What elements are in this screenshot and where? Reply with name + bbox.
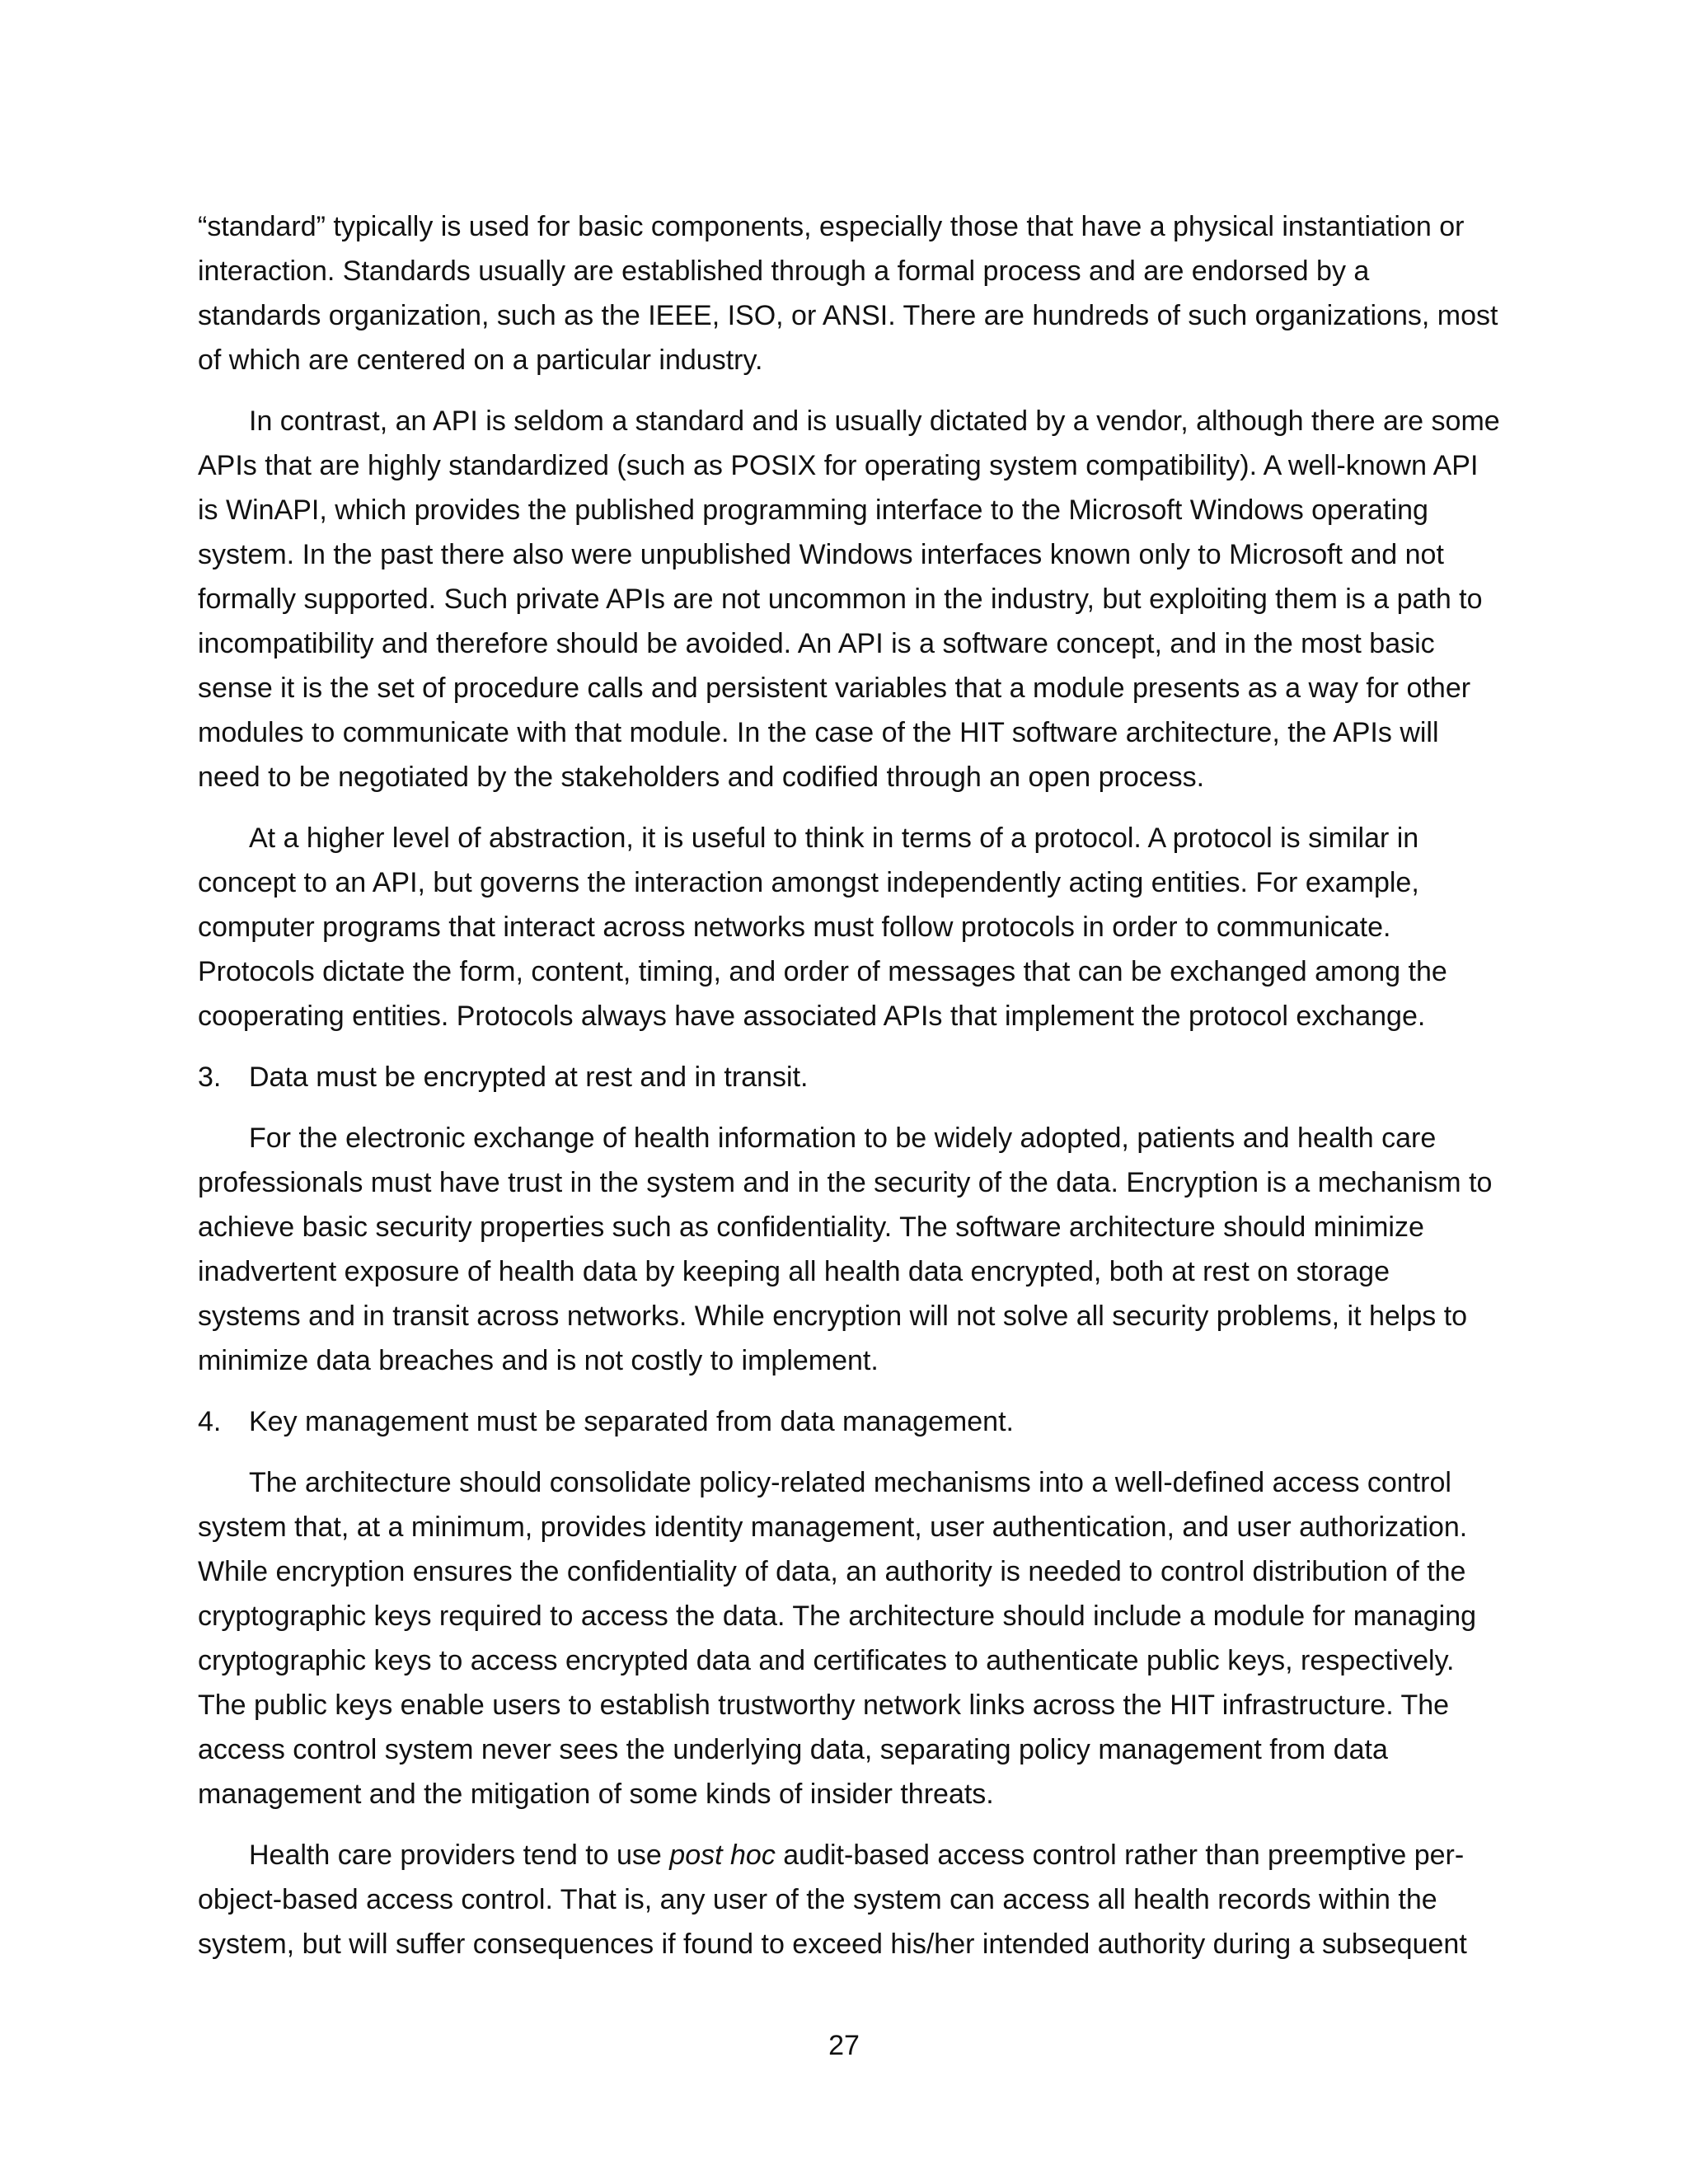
list-number: 4. [198, 1406, 222, 1437]
list-item-3 [198, 1055, 1500, 1099]
list-item-4 [198, 1399, 1500, 1444]
list-item-text: Data must be encrypted at rest and in transit. [249, 1062, 809, 1093]
body-text [198, 204, 1500, 1983]
paragraph-api: In contrast, an API is seldom a standard and is usually dictated by a vendor, although there are some APIs that are highly standardized (such as POSIX for operating system compatibility). A well-known API is WinAPI, which provides the published programming interface to the Microsoft Windows operating system. In the past there also were unpublished Windows interfaces known only to Microsoft and not formally supported. Such private APIs are not uncommon in the industry, but exploiting them is a path to incompatibility and therefore should be avoided. An API is a software concept, and in the most basic sense it is the set of procedure calls and persistent variables that a module presents as a way for other modules to communicate with that module. In the case of the HIT software architecture, the APIs will need to be negotiated by the stakeholders and codified through an open process. [198, 405, 1500, 793]
paragraph-access-control [198, 1833, 1500, 1966]
text-span: Health care providers tend to use [249, 1840, 670, 1871]
italic-text: post hoc [669, 1840, 776, 1871]
paragraph-key-management: The architecture should consolidate policy-related mechanisms into a well-defined access control system that, at a minimum, provides identity management, user authentication, and user authorization. While encryption ensures the confidentiality of data, an authority is needed to control distribution of the cryptographic keys required to access the data. The architecture should include a module for managing cryptographic keys to access encrypted data and certificates to authenticate public keys, respectively. The public keys enable users to establish trustworthy network links across the HIT infrastructure. The access control system never sees the underlying data, separating policy management from data management and the mitigation of some kinds of insider threats. [198, 1467, 1477, 1810]
page-number: 27 [828, 2030, 860, 2061]
list-number: 3. [198, 1062, 222, 1093]
paragraph-encryption: For the electronic exchange of health information to be widely adopted, patients and health care professionals must have trust in the system and in the security of the data. Encryption is a mechanism to achieve basic security properties such as confidentiality. The software architecture should minimize inadvertent exposure of health data by keeping all health data encrypted, both at rest on storage systems and in transit across networks. While encryption will not solve all security problems, it helps to minimize data breaches and is not costly to implement. [198, 1122, 1493, 1376]
list-item-text: Key management must be separated from data management. [249, 1406, 1014, 1437]
paragraph-protocol: At a higher level of abstraction, it is useful to think in terms of a protocol. A protocol is similar in concept to an API, but governs the interaction amongst independently acting entities. For example, computer programs that interact across networks must follow protocols in order to communicate. Protocols dictate the form, content, timing, and order of messages that can be exchanged among the cooperating entities. Protocols always have associated APIs that implement the protocol exchange. [198, 823, 1447, 1032]
text-span: audit-based access control rather than preemptive per-object-based access control. That is, any user of the system can access all health records within the system, but will suffer consequences if found to exceed his/her intended authority during a subsequent [198, 1840, 1467, 1960]
paragraph-standards: “standard” typically is used for basic components, especially those that have a physical instantiation or interaction. Standards usually are established through a formal process and are endorsed by a standards organization, such as the IEEE, ISO, or ANSI. There are hundreds of such organizations, most of which are centered on a particular industry. [198, 211, 1498, 376]
